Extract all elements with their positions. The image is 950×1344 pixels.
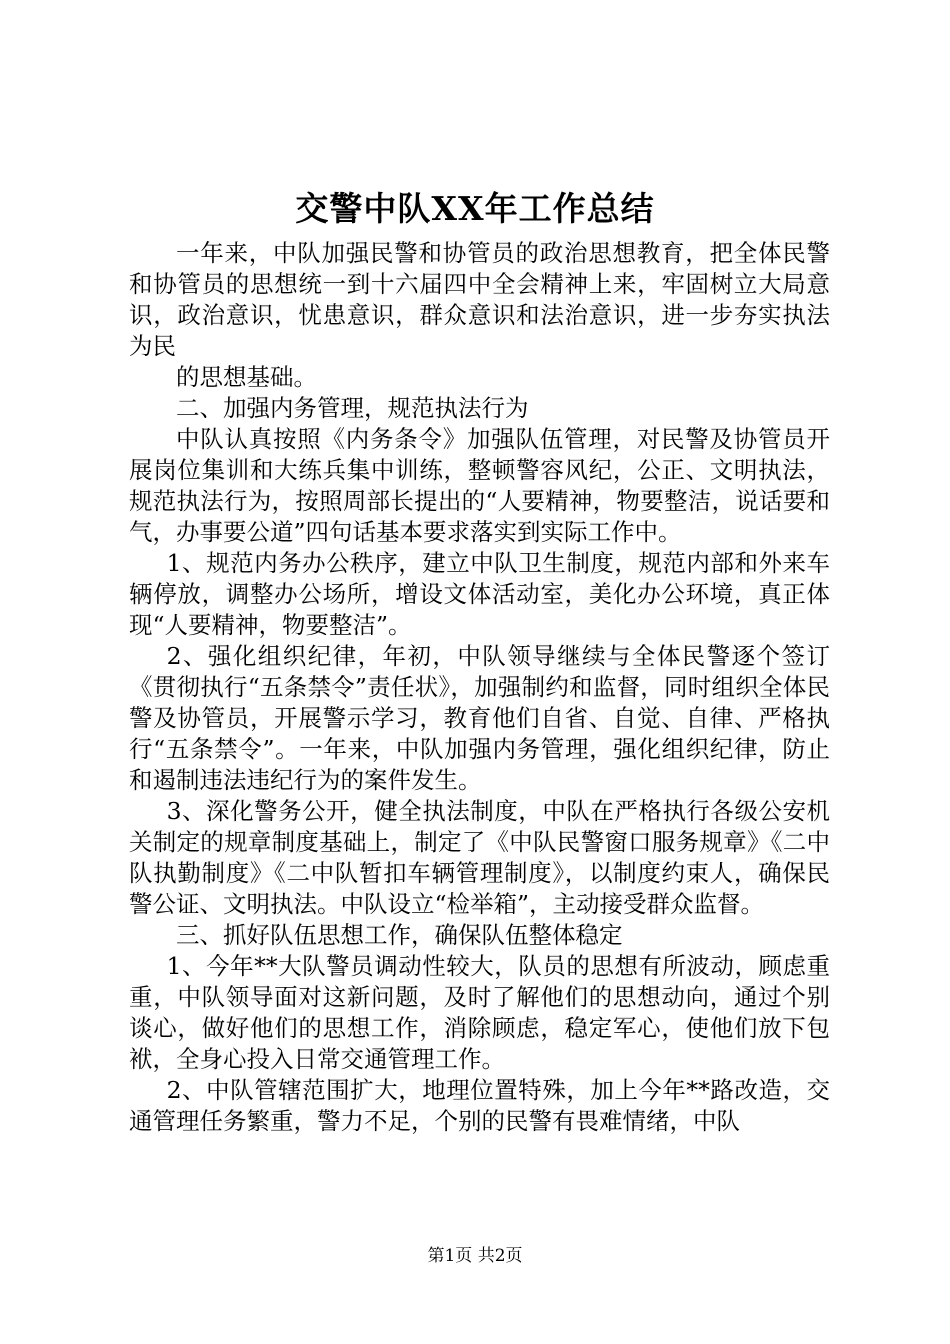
- paragraph: 的思想基础。: [176, 363, 317, 391]
- paragraph: 中队认真按照《内务条令》加强队伍管理，对民警及协管员开展岗位集训和大练兵集中训练，整顿警容风纪，公正、文明执法，规范执法行为，按照周部长提出的“人要精神，物要整洁，说话要和气，办事要公道”四句话基本要求落实到实际工作中。: [129, 425, 830, 546]
- paragraph: 1、今年**大队警员调动性较大，队员的思想有所波动，顾虑重重，中队领导面对这新问题，及时了解他们的思想动向，通过个别谈心，做好他们的思想工作，消除顾虑，稳定军心，使他们放下包袱，全身心投入日常交通管理工作。: [129, 952, 830, 1073]
- paragraph: 2、强化组织纪律，年初，中队领导继续与全体民警逐个签订《贯彻执行“五条禁令”责任状》，加强制约和监督，同时组织全体民警及协管员，开展警示学习，教育他们自省、自觉、自律、严格执行“五条禁令”。一年来，中队加强内务管理，强化组织纪律，防止和遏制违法违纪行为的案件发生。: [129, 642, 830, 794]
- section-heading: 二、加强内务管理，规范执法行为: [176, 394, 529, 422]
- section-heading: 三、抓好队伍思想工作，确保队伍整体稳定: [176, 921, 623, 949]
- page-number-footer: 第1页 共2页: [427, 1246, 523, 1266]
- paragraph: 1、规范内务办公秩序，建立中队卫生制度，规范内部和外来车辆停放，调整办公场所，增设文体活动室，美化办公环境，真正体现“人要精神，物要整洁”。: [129, 549, 830, 639]
- paragraph: 一年来，中队加强民警和协管员的政治思想教育，把全体民警和协管员的思想统一到十六届四中全会精神上来，牢固树立大局意识，政治意识，忧患意识，群众意识和法治意识，进一步夯实执法为民: [129, 239, 830, 360]
- paragraph: 2、中队管辖范围扩大，地理位置特殊，加上今年**路改造，交通管理任务繁重，警力不足，个别的民警有畏难情绪，中队: [129, 1076, 830, 1135]
- document-title: 交警中队XX年工作总结: [295, 189, 655, 228]
- document-body: [129, 238, 830, 1137]
- paragraph: 3、深化警务公开，健全执法制度，中队在严格执行各级公安机关制定的规章制度基础上，制定了《中队民警窗口服务规章》《二中队执勤制度》《二中队暂扣车辆管理制度》，以制度约束人，确保民警公证、文明执法。中队设立“检举箱”，主动接受群众监督。: [129, 797, 830, 918]
